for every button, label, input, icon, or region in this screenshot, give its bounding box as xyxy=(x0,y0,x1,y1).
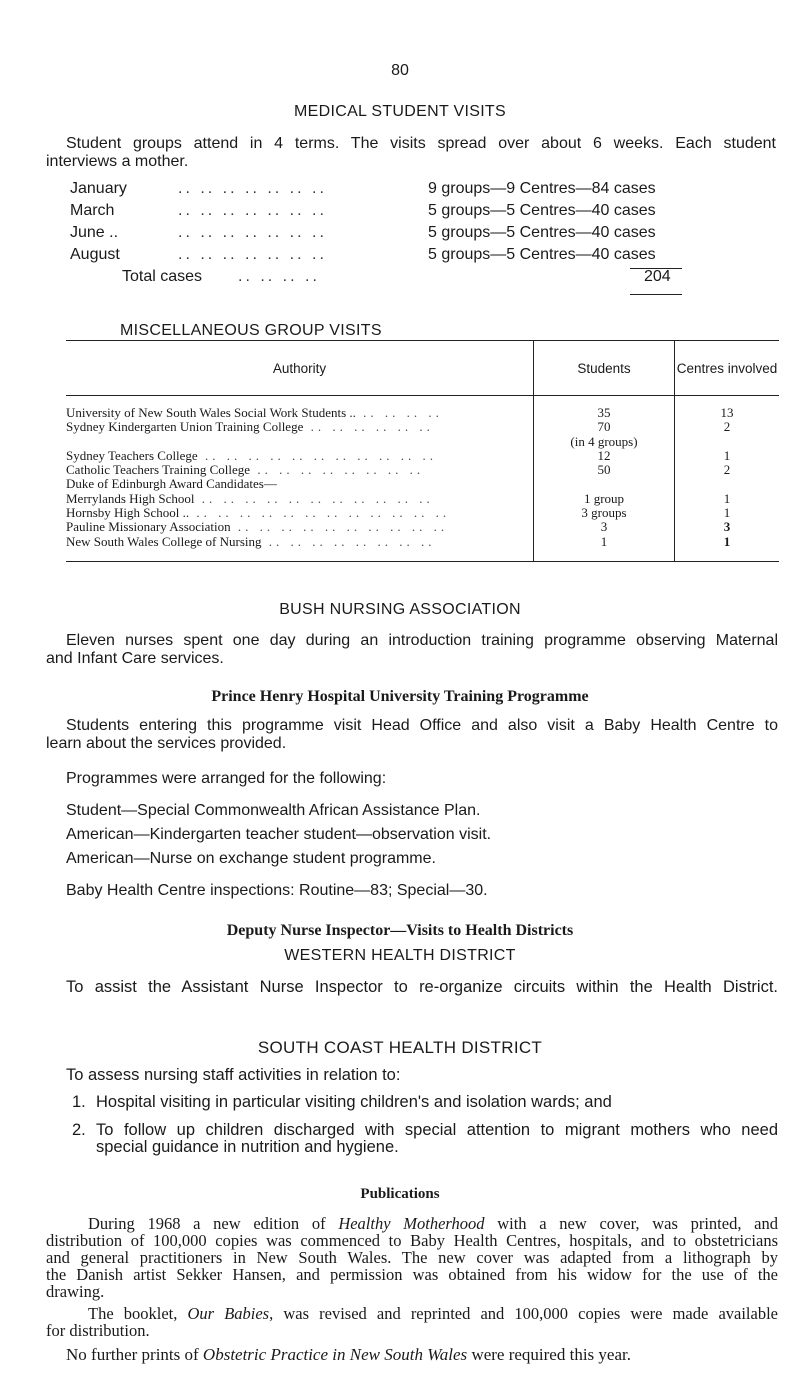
p3-title: Obstetric Practice in New South Wales xyxy=(202,1345,468,1364)
bush-nursing-line-2: and Infant Care services. xyxy=(46,650,224,667)
leader-dots: .. .. .. .. .. .. .. .. xyxy=(261,534,436,549)
centres-cell: 1 xyxy=(675,535,780,562)
leader-dots: .. .. .. .. .. .. .. xyxy=(178,224,327,241)
visit-month: August xyxy=(70,246,120,263)
table-row xyxy=(66,506,779,520)
visit-value: 9 groups—9 Centres—84 cases xyxy=(428,180,656,197)
students-cell: 12 xyxy=(534,449,675,463)
leader-dots: .. .. .. .. .. .. .. .. .. .. .. xyxy=(194,491,434,506)
table-row xyxy=(66,535,779,562)
authority-cell: Duke of Edinburgh Award Candidates— xyxy=(66,476,277,492)
bush-nursing-line-1: Eleven nurses spent one day during an introduction training programme observing Maternal xyxy=(66,632,778,649)
students-cell: (in 4 groups) xyxy=(534,435,675,449)
students-cell xyxy=(534,477,675,491)
students-cell: 70 xyxy=(534,420,675,434)
leader-dots: .. .. .. .. .. .. .. .. .. .. .. xyxy=(197,448,437,463)
leader-dots: .. .. .. .. .. .. .. xyxy=(178,246,327,263)
programme-item: American—Kindergarten teacher student—observation visit. xyxy=(66,826,492,843)
page-number: 80 xyxy=(391,62,409,79)
centres-cell: 1 xyxy=(723,447,731,463)
visit-value: 5 groups—5 Centres—40 cases xyxy=(428,224,656,241)
prince-henry-heading: Prince Henry Hospital University Training Programme xyxy=(211,688,589,705)
programmes-intro: Programmes were arranged for the following: xyxy=(66,770,387,787)
publications-p2-line-2: for distribution. xyxy=(46,1321,150,1340)
misc-visits-table xyxy=(66,340,779,562)
south-coast-item-1-num: 1. xyxy=(72,1093,86,1111)
visit-row-march xyxy=(70,202,750,224)
centres-cell: 2 xyxy=(723,462,731,478)
visit-value: 5 groups—5 Centres—40 cases xyxy=(428,202,656,219)
publications-p3 xyxy=(66,1346,631,1363)
p3-pre: No further prints of xyxy=(66,1345,203,1364)
publications-p1-line-1 xyxy=(88,1215,778,1232)
south-coast-item-1-text: Hospital visiting in particular visiting children's and isolation wards; and xyxy=(96,1093,612,1111)
western-district-text: To assist the Assistant Nurse Inspector to re-organize circuits within the Health District. xyxy=(66,978,778,996)
p2-pre: The booklet, xyxy=(88,1304,188,1323)
p1-post: with a new cover, was printed, and xyxy=(484,1214,778,1233)
deputy-nurse-heading: Deputy Nurse Inspector—Visits to Health Districts xyxy=(226,922,574,939)
total-rule-bottom xyxy=(630,294,682,295)
south-coast-item-2-line-2: special guidance in nutrition and hygiene. xyxy=(96,1138,399,1156)
p1-pre: During 1968 a new edition of xyxy=(88,1214,339,1233)
visit-row-august xyxy=(70,246,750,268)
table-row xyxy=(66,463,779,477)
visit-row-june xyxy=(70,224,750,246)
centres-cell: 1 xyxy=(723,490,731,506)
medical-visits-intro-1: Student groups attend in 4 terms. The visits spread over about 6 weeks. Each student xyxy=(66,135,776,152)
prince-henry-line-1: Students entering this programme visit Head Office and also visit a Baby Health Centre to xyxy=(66,717,778,734)
western-district-heading: WESTERN HEALTH DISTRICT xyxy=(284,947,516,964)
leader-dots: .. .. .. .. .. .. .. xyxy=(178,180,327,197)
centres-cell: 1 xyxy=(723,505,731,521)
table-row xyxy=(66,492,779,506)
table-row xyxy=(66,396,779,421)
prince-henry-line-2: learn about the services provided. xyxy=(46,735,287,752)
authority-cell: Pauline Missionary Association xyxy=(66,520,231,535)
authority-cell xyxy=(66,435,534,449)
table-row xyxy=(66,420,779,434)
publications-heading: Publications xyxy=(360,1186,440,1202)
visit-value: 5 groups—5 Centres—40 cases xyxy=(428,246,656,263)
p2-post: was revised and reprinted and 100,000 copies were made available xyxy=(273,1304,778,1323)
publications-p1-line-4: the Danish artist Sekker Hansen, and permission was obtained from his widow for the use of the xyxy=(46,1265,778,1284)
publications-p2-line-1 xyxy=(88,1305,778,1322)
centres-cell: 3 xyxy=(723,519,731,535)
authority-cell: University of New South Wales Social Work Students .. xyxy=(66,405,356,420)
programme-item: American—Nurse on exchange student programme. xyxy=(66,850,436,867)
students-cell: 35 xyxy=(534,396,675,421)
centres-cell xyxy=(675,477,780,491)
south-coast-heading: SOUTH COAST HEALTH DISTRICT xyxy=(257,1038,543,1057)
col-students: Students xyxy=(534,341,675,396)
table-row xyxy=(66,477,779,491)
col-authority: Authority xyxy=(66,341,534,396)
col-centres: Centres involved xyxy=(675,341,780,396)
south-coast-intro: To assess nursing staff activities in relation to: xyxy=(66,1066,401,1084)
centres-cell: 13 xyxy=(720,405,734,420)
authority-cell: Sydney Kindergarten Union Training College xyxy=(66,420,304,435)
inspections-text: Baby Health Centre inspections: Routine—83; Special—30. xyxy=(66,882,488,899)
bush-nursing-heading: BUSH NURSING ASSOCIATION xyxy=(279,601,521,618)
table-row xyxy=(66,435,779,449)
students-cell: 50 xyxy=(534,463,675,477)
table-row xyxy=(66,520,779,534)
students-cell: 1 xyxy=(534,535,675,562)
leader-dots: .. .. .. .. xyxy=(355,405,443,420)
medical-visits-heading: MEDICAL STUDENT VISITS xyxy=(294,103,506,120)
p1-title: Healthy Motherhood xyxy=(338,1214,485,1233)
publications-p1-line-5: drawing. xyxy=(46,1282,105,1301)
total-leader-dots: .. .. .. .. xyxy=(238,268,320,285)
visit-month: January xyxy=(70,180,127,197)
leader-dots: .. .. .. .. .. .. .. .. .. .. xyxy=(230,520,449,535)
south-coast-item-2-line-1: To follow up children discharged with special attention to migrant mothers who need xyxy=(96,1121,778,1139)
authority-cell: Merrylands High School xyxy=(66,491,195,506)
total-cases-label: Total cases xyxy=(122,268,203,285)
leader-dots: .. .. .. .. .. .. xyxy=(303,420,434,435)
authority-cell: Sydney Teachers College xyxy=(66,448,198,463)
publications-p1-line-3: and general practitioners in New South Wales. The new cover was adapted from a lithograph by xyxy=(46,1248,778,1267)
visit-row-january xyxy=(70,180,750,202)
authority-cell: New South Wales College of Nursing xyxy=(66,534,262,549)
authority-cell: Hornsby High School .. xyxy=(66,506,190,521)
visit-month: March xyxy=(70,202,115,219)
leader-dots: .. .. .. .. .. .. .. xyxy=(178,202,327,219)
students-cell: 1 group xyxy=(534,492,675,506)
students-cell: 3 xyxy=(534,520,675,534)
visit-month: June .. xyxy=(70,224,119,241)
publications-p1-line-2: distribution of 100,000 copies was commenced to Baby Health Centres, hospitals, and to obstetricians xyxy=(46,1231,778,1250)
students-cell: 3 groups xyxy=(534,506,675,520)
total-cases-value: 204 xyxy=(644,268,671,285)
programme-item: Student—Special Commonwealth African Assistance Plan. xyxy=(66,802,481,819)
p2-title: Our Babies, xyxy=(187,1304,274,1323)
p3-post: were required this year. xyxy=(467,1345,631,1364)
table-row xyxy=(66,449,779,463)
south-coast-item-2-num: 2. xyxy=(72,1121,86,1139)
authority-cell: Catholic Teachers Training College xyxy=(66,463,251,478)
medical-visits-intro-2: interviews a mother. xyxy=(46,153,189,170)
centres-cell xyxy=(675,435,780,449)
leader-dots: .. .. .. .. .. .. .. .. .. .. .. .. xyxy=(189,506,451,521)
misc-visits-heading: MISCELLANEOUS GROUP VISITS xyxy=(120,322,382,339)
leader-dots: .. .. .. .. .. .. .. .. xyxy=(250,463,425,478)
centres-cell: 2 xyxy=(723,419,731,435)
